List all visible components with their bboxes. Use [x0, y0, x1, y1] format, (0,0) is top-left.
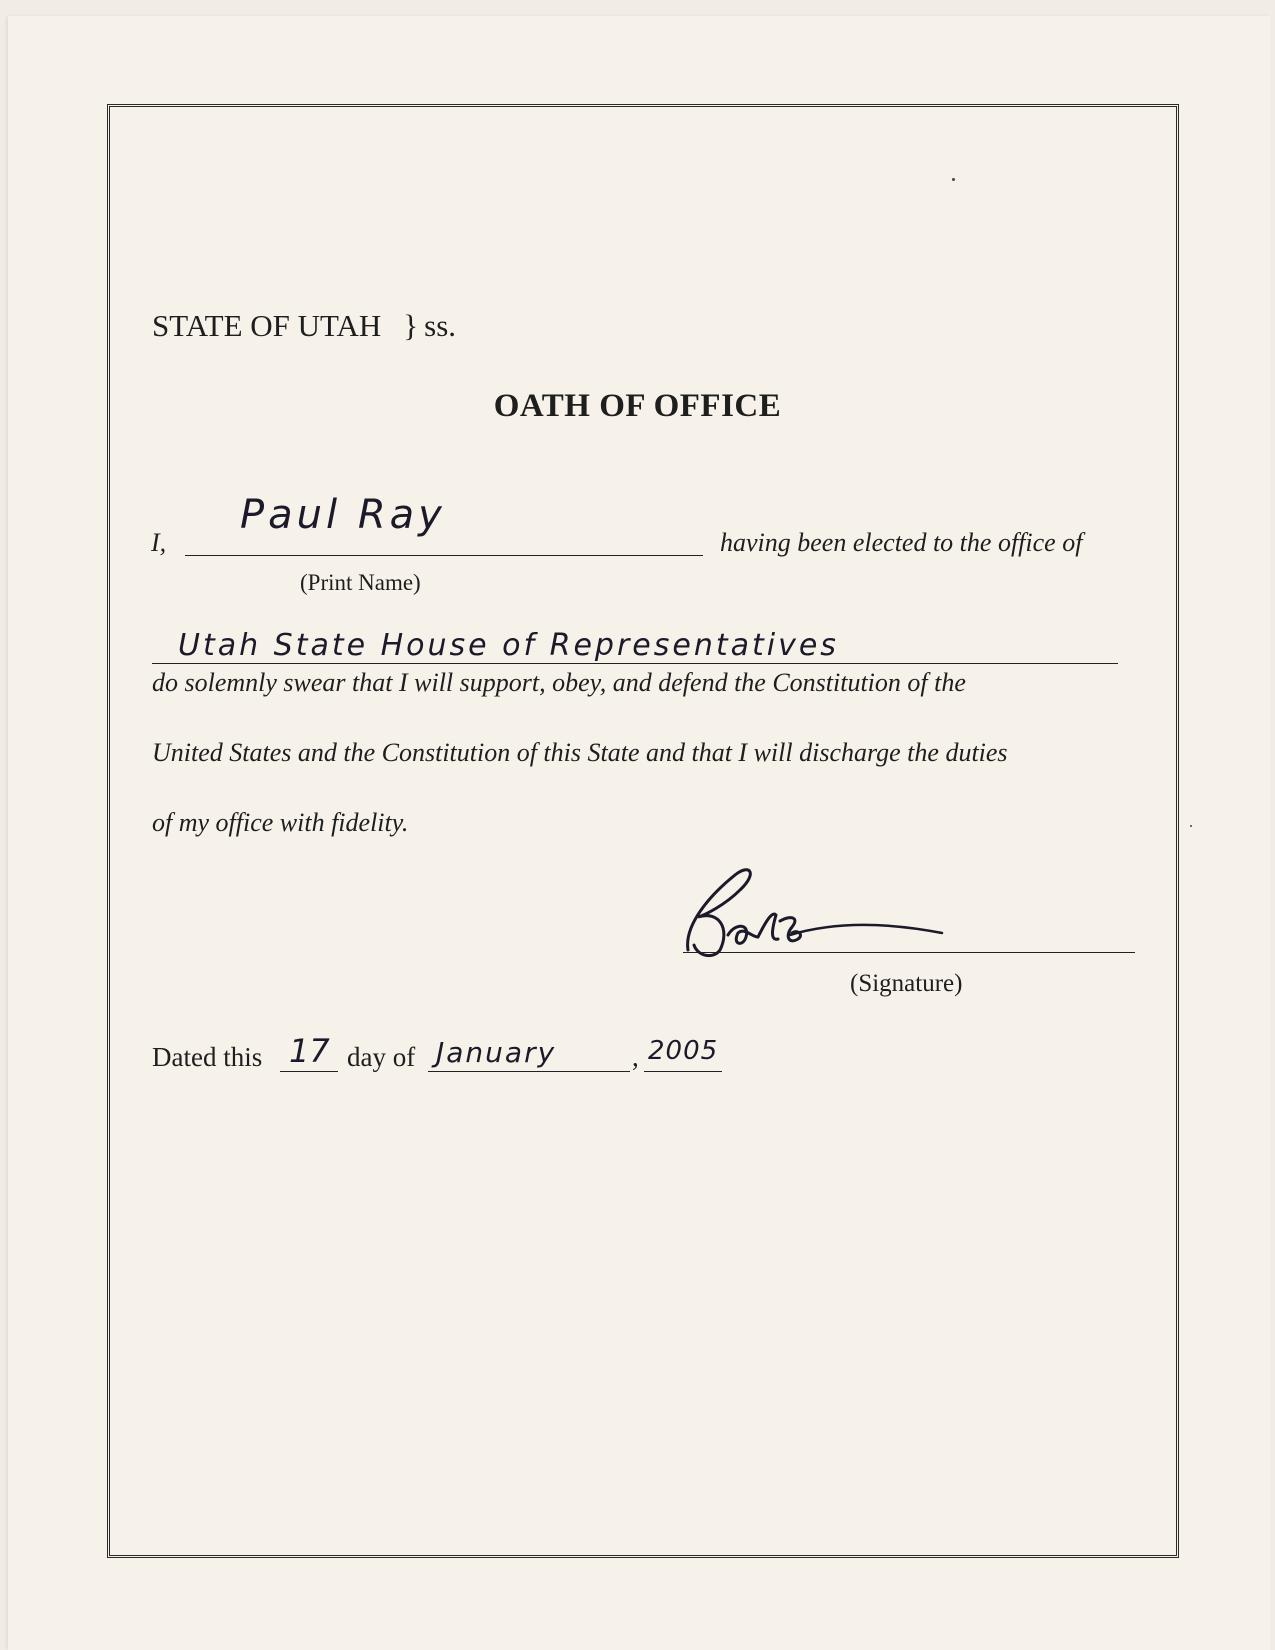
state-name: STATE OF UTAH [152, 308, 382, 343]
dated-middle: day of [347, 1042, 416, 1072]
day-handwritten: 17 [289, 1032, 330, 1070]
oath-text-line-1: do solemnly swear that I will support, obey, and defend the Constitution of the [152, 668, 966, 697]
signature-mark [680, 855, 960, 965]
paper-speck [952, 178, 955, 181]
oath-prefix: I, [151, 528, 167, 557]
state-brace: } [403, 308, 419, 343]
state-ss: ss. [424, 308, 457, 343]
dated-prefix: Dated this [152, 1042, 263, 1072]
elected-text: having been elected to the office of [720, 528, 1083, 557]
office-handwritten: Utah State House of Representatives [178, 628, 839, 663]
state-heading [152, 308, 456, 344]
oath-text-line-3: of my office with fidelity. [152, 808, 409, 837]
day-line [280, 1071, 338, 1072]
print-name-line [185, 555, 703, 556]
dated-comma: , [632, 1042, 639, 1072]
print-name-handwritten: Paul Ray [240, 492, 446, 538]
office-line [152, 663, 1118, 664]
oath-text-line-2: United States and the Constitution of this State and that I will discharge the duties [152, 738, 1008, 767]
month-line [428, 1071, 630, 1072]
print-name-caption: (Print Name) [300, 570, 421, 595]
paper-speck [1190, 825, 1192, 827]
signature-line [683, 952, 1135, 953]
year-line [644, 1071, 722, 1072]
year-handwritten: 2005 [648, 1036, 719, 1066]
document-title: OATH OF OFFICE [493, 388, 782, 424]
signature-caption: (Signature) [850, 970, 963, 997]
month-handwritten: January [436, 1036, 557, 1069]
